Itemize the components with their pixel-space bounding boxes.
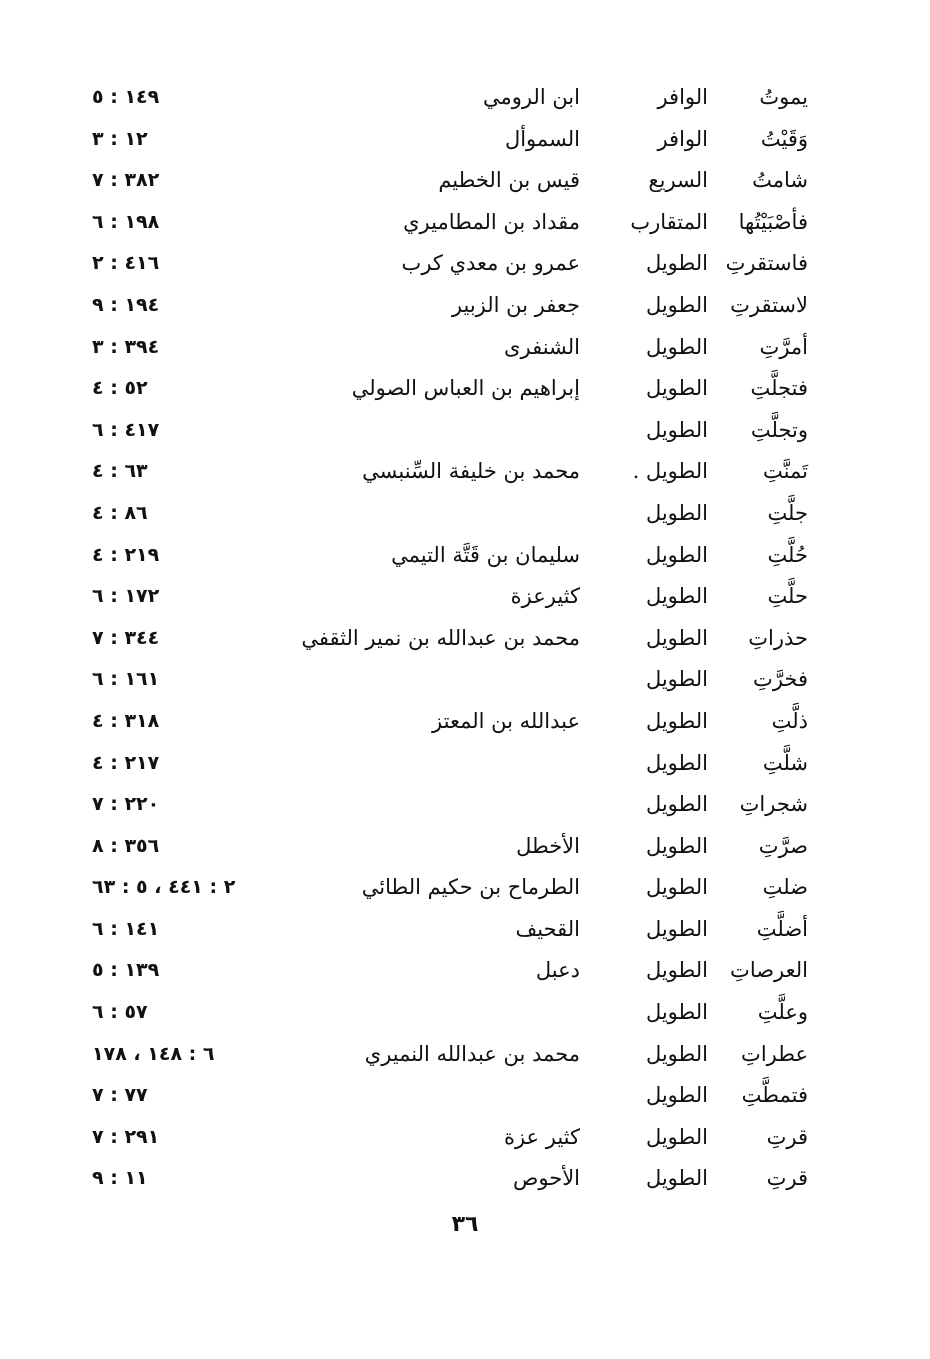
volume-page-reference: ١١ : ٩ [92, 1167, 148, 1190]
index-entry [0, 660, 930, 702]
index-entry [0, 536, 930, 578]
index-entry [0, 1035, 930, 1077]
index-entry [0, 494, 930, 536]
index-entry [0, 452, 930, 494]
rhyme-word: لاستقرتِ [730, 292, 808, 317]
index-entry [0, 203, 930, 245]
rhyme-word: حذراتِ [748, 625, 808, 650]
rhyme-word: وتجلَّتِ [750, 417, 808, 442]
rhyme-word: فاستقرتِ [725, 251, 808, 276]
poetic-meter: الطويل . [632, 459, 708, 484]
page-number: ٣٦ [451, 1212, 479, 1237]
volume-page-reference: ٢١٩ : ٤ [92, 543, 160, 566]
rhyme-word: فخرَّتِ [753, 667, 808, 692]
rhyme-word: ذلَّتِ [771, 708, 808, 733]
index-entry [0, 744, 930, 786]
index-entry [0, 702, 930, 744]
poet-name: السموأل [504, 126, 580, 151]
index-entry [0, 785, 930, 827]
poetic-meter: الطويل [645, 708, 708, 733]
poetic-meter: الطويل [645, 1083, 708, 1108]
index-entry [0, 1118, 930, 1160]
volume-page-reference: ٢٩١ : ٧ [92, 1125, 160, 1148]
rhyme-word: وعلَّتِ [757, 1000, 808, 1025]
index-entry [0, 993, 930, 1035]
poetic-meter: الطويل [645, 251, 708, 276]
poetic-meter: الطويل [645, 542, 708, 567]
poet-name: جعفر بن الزبير [451, 292, 580, 317]
rhyme-word: جلَّتِ [767, 500, 808, 525]
poet-name: محمد بن عبدالله بن نمير الثقفي [301, 625, 580, 650]
poet-name: الأحوص [512, 1166, 580, 1191]
volume-page-reference: ٦٣ : ٤ [92, 460, 148, 483]
poetic-meter: الطويل [645, 584, 708, 609]
poet-name: كثير عزة [503, 1124, 580, 1149]
volume-page-reference: ١٦١ : ٦ [92, 668, 160, 691]
poetic-meter: الوافر [657, 126, 708, 151]
volume-page-reference: ١٢ : ٣ [92, 127, 148, 150]
poet-name: قيس بن الخطيم [438, 168, 580, 193]
rhyme-word: يموتُ [759, 85, 808, 109]
rhyme-word: حلَّتِ [767, 584, 808, 609]
poetic-meter: الطويل [645, 792, 708, 817]
poetic-meter: الطويل [645, 833, 708, 858]
volume-page-reference: ٥٧ : ٦ [92, 1001, 148, 1024]
poet-name: دعبل [535, 958, 580, 983]
index-entry [0, 1159, 930, 1201]
rhyme-word: وَقَيْتُ [760, 126, 808, 151]
index-entry [0, 577, 930, 619]
index-entry [0, 161, 930, 203]
index-entry [0, 910, 930, 952]
index-entry [0, 827, 930, 869]
rhyme-word: قرتِ [766, 1124, 808, 1149]
poetic-meter: الطويل [645, 958, 708, 983]
poet-name: الطرماح بن حكيم الطائي [361, 875, 580, 900]
volume-page-reference: ١٣٩ : ٥ [92, 959, 160, 982]
index-entry [0, 951, 930, 993]
poetic-meter: الوافر [657, 85, 708, 109]
index-entry [0, 244, 930, 286]
poetic-meter: السريع [648, 168, 708, 193]
index-entry [0, 868, 930, 910]
rhyme-word: حُلَّتِ [767, 542, 808, 567]
poetic-meter: الطويل [645, 376, 708, 401]
poetic-meter: الطويل [645, 417, 708, 442]
volume-page-reference: ٤١٧ : ٦ [92, 418, 160, 441]
index-entry [0, 1076, 930, 1118]
poetic-meter: الطويل [645, 500, 708, 525]
rhyme-word: أمرَّتِ [759, 334, 808, 359]
poetic-meter: الطويل [645, 1000, 708, 1025]
index-entry [0, 411, 930, 453]
volume-page-reference: ٢١٧ : ٤ [92, 751, 160, 774]
volume-page-reference: ١٧٢ : ٦ [92, 585, 160, 608]
poet-name: الشنفرى [504, 334, 580, 359]
rhyme-word: تَمنَّتِ [763, 459, 808, 484]
rhyme-word: شامتُ [752, 168, 808, 193]
poetic-meter: الطويل [645, 875, 708, 900]
rhyme-index-list [0, 78, 930, 1201]
poetic-meter: الطويل [645, 667, 708, 692]
index-entry [0, 286, 930, 328]
poetic-meter: الطويل [645, 334, 708, 359]
volume-page-reference: ٣٨٢ : ٧ [92, 169, 160, 192]
rhyme-word: عطراتِ [741, 1041, 808, 1066]
volume-page-reference: ٣٥٦ : ٨ [92, 834, 160, 857]
volume-page-reference: ٢٢٠ : ٧ [92, 793, 160, 816]
poetic-meter: الطويل [645, 625, 708, 650]
rhyme-word: فأصْبَيْتُها [738, 209, 808, 234]
poet-name: عبدالله بن المعتز [432, 708, 580, 733]
poet-name: مقداد بن المطاميري [403, 209, 580, 234]
poetic-meter: الطويل [645, 292, 708, 317]
poet-name: كثيرعزة [510, 584, 580, 609]
volume-page-reference: ٣٤٤ : ٧ [92, 626, 160, 649]
poet-name: سليمان بن قَتَّة التيمي [391, 542, 580, 567]
poetic-meter: الطويل [645, 750, 708, 775]
poetic-meter: الطويل [645, 916, 708, 941]
poetic-meter: المتقارب [630, 209, 708, 234]
poet-name: محمد بن خليفة السِّنبسي [362, 459, 580, 484]
volume-page-reference: ١٩٤ : ٩ [92, 293, 160, 316]
index-entry [0, 619, 930, 661]
rhyme-word: شجراتِ [739, 792, 808, 817]
index-entry [0, 78, 930, 120]
poet-name: عمرو بن معدي كرب [401, 251, 580, 276]
volume-page-reference: ٥٢ : ٤ [92, 377, 148, 400]
volume-page-reference: ١٩٨ : ٦ [92, 210, 160, 233]
volume-page-reference: ٦ : ١٤٨ ، ١٧٨ [92, 1042, 215, 1065]
poet-name: إبراهيم بن العباس الصولي [351, 376, 580, 401]
volume-page-reference: ١٤١ : ٦ [92, 917, 160, 940]
rhyme-word: أضلَّتِ [756, 916, 808, 941]
rhyme-word: قرتِ [766, 1166, 808, 1191]
rhyme-word: ضلتِ [762, 875, 808, 900]
poet-name: القحيف [515, 916, 580, 941]
rhyme-word: العرصاتِ [730, 958, 808, 983]
volume-page-reference: ٤١٦ : ٢ [92, 252, 160, 275]
index-entry [0, 369, 930, 411]
poetic-meter: الطويل [645, 1166, 708, 1191]
rhyme-word: فتمطَّتِ [741, 1083, 808, 1108]
volume-page-reference: ٧٧ : ٧ [92, 1084, 148, 1107]
rhyme-word: فتجلَّتِ [750, 376, 808, 401]
index-entry [0, 328, 930, 370]
rhyme-word: صرَّتِ [758, 833, 808, 858]
volume-page-reference: ٣٩٤ : ٣ [92, 335, 160, 358]
poet-name: الأخطل [516, 833, 580, 858]
volume-page-reference: ٣١٨ : ٤ [92, 709, 160, 732]
poetic-meter: الطويل [645, 1124, 708, 1149]
volume-page-reference: ١٤٩ : ٥ [92, 86, 160, 108]
index-entry [0, 120, 930, 162]
volume-page-reference: ٢ : ٤٤١ ، ٥ : ٦٣ [92, 876, 236, 899]
rhyme-word: شلَّتِ [762, 750, 808, 775]
poetic-meter: الطويل [645, 1041, 708, 1066]
poet-name: ابن الرومي [482, 85, 580, 109]
volume-page-reference: ٨٦ : ٤ [92, 501, 148, 524]
poet-name: محمد بن عبدالله النميري [364, 1041, 580, 1066]
